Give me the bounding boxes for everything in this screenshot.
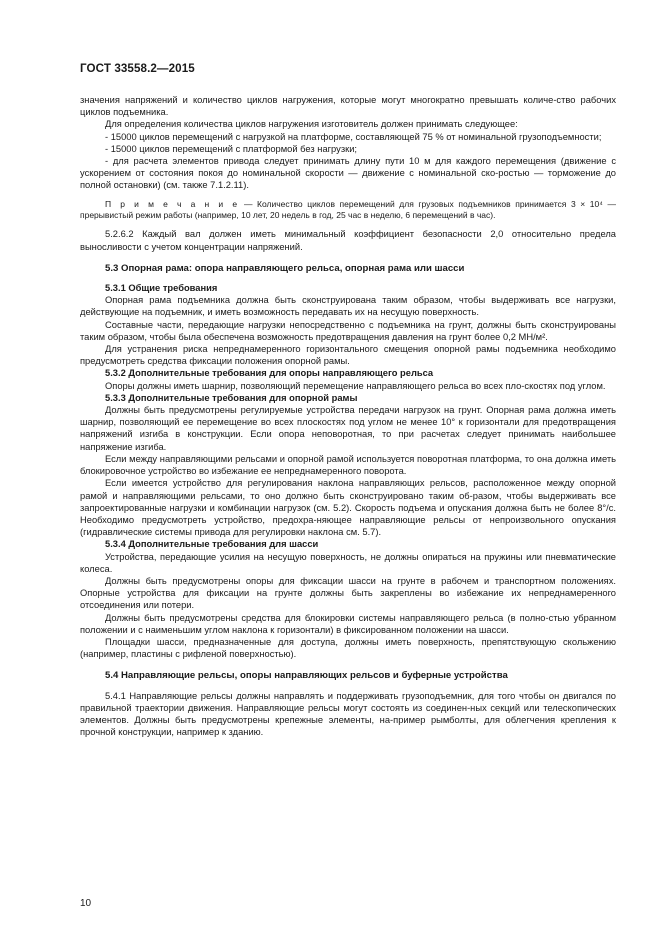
paragraph: Если между направляющими рельсами и опорной рамой используется поворотная платформа, то она должна иметь блокировочное устройство во избежание ее непреднамеренного поворота. bbox=[80, 453, 616, 477]
paragraph: значения напряжений и количество циклов нагружения, которые могут многократно превышать количе-ство рабочих циклов подъемника. bbox=[80, 95, 616, 118]
subsection-heading: 5.3.4 Дополнительные требования для шасси bbox=[105, 539, 319, 550]
list-item: - 15000 циклов перемещений с платформой без нагрузки; bbox=[105, 143, 358, 154]
section-heading: 5.3 Опорная рама: опора направляющего рельса, опорная рама или шасси bbox=[105, 262, 465, 274]
list-item: - для расчета элементов привода следует принимать длину пути 10 м для каждого перемещения (движение с ускорением от состояния покоя до номинальной скорости — движение с номинальной ско-ростью — торможение до полной остановки) (см. также 7.1.2.11). bbox=[80, 156, 616, 191]
note bbox=[80, 199, 616, 222]
note-text: — Количество циклов перемещений для грузовых подъемников принимается 3 × 10⁴ — прерывистый режим работы (например, 10 лет, 20 недель в год, 25 час в неделю, 6 перемещений в час). bbox=[80, 198, 616, 221]
list-item: - 15000 циклов перемещений с нагрузкой на платформе, составляющей 75 % от номинальной грузоподъемности; bbox=[105, 131, 602, 142]
paragraph: Должны быть предусмотрены средства для блокировки системы направляющего рельса (в полно-стью убранном положении и с наименьшим углом наклона к горизонтали) в фиксированном положении на шасси. bbox=[80, 612, 616, 635]
paragraph: Площадки шасси, предназначенные для доступа, должны иметь поверхность, препятствующую скольжению (например, пластины с рифленой поверхностью). bbox=[80, 636, 616, 660]
paragraph: Устройства, передающие усилия на несущую поверхность, не должны опираться на пружины или пневматические колеса. bbox=[80, 551, 616, 574]
document-body bbox=[80, 94, 616, 738]
paragraph: Должны быть предусмотрены опоры для фиксации шасси на грунте в рабочем и транспортном положениях. Опорные устройства для фиксации на грунте должны быть закреплены во избежание их непреднамеренного отсоединения или потери. bbox=[80, 575, 616, 611]
paragraph: 5.2.6.2 Каждый вал должен иметь минимальный коэффициент безопасности 2,0 относительно предела выносливости с учетом концентрации напряжений. bbox=[80, 229, 616, 252]
paragraph: Для устранения риска непреднамеренного горизонтального смещения опорной рамы подъемника необходимо предусмотреть средства фиксации положения опорной рамы. bbox=[80, 344, 616, 367]
page-number: 10 bbox=[80, 898, 92, 909]
note-label: П р и м е ч а н и е bbox=[105, 198, 240, 209]
section-heading: 5.4 Направляющие рельсы, опоры направляющих рельсов и буферные устройства bbox=[105, 670, 508, 682]
paragraph: Если имеется устройство для регулирования наклона направляющих рельсов, расположенное между опорной рамой и направляющими рельсами, то оно должно быть сконструировано таким об-разом, чтобы выдерживать все запроектированные нагрузки и комбинации нагрузок (см. 5.2). Скорость подъема и опускания должна быть не более 8°/с. Необходимо предусмотреть устройство, предохра-няющее направляющие рельсы от непроизвольного опускания (гидравлические системы привода для регулировки наклона см. 5.7). bbox=[80, 478, 616, 538]
paragraph: Должны быть предусмотрены регулируемые устройства передачи нагрузок на грунт. Опорная рама должна иметь шарнир, позволяющий ее перемещение во всех плоскостях под углом не менее 10° к горизонтали для предотвращения напряжений изгиба в конструкции. Если опора неповоротная, то при расчетах следует принимать наибольшее напряжение изгиба. bbox=[80, 405, 616, 452]
paragraph: Для определения количества циклов нагружения изготовитель должен принимать следующее: bbox=[105, 119, 518, 130]
document-header: ГОСТ 33558.2—2015 bbox=[80, 62, 195, 75]
paragraph: 5.4.1 Направляющие рельсы должны направлять и поддерживать грузоподъемник, для того чтобы он двигался по правильной траектории движения. Направляющие рельсы могут состоять из соединен-ных секций или телескопических элементов. Должны быть предусмотрены крепежные элементы, на-пример рымболты, для облегчения крепления к прочной конструкции, например к зданию. bbox=[80, 690, 616, 738]
subsection-heading: 5.3.1 Общие требования bbox=[105, 283, 218, 294]
paragraph: Составные части, передающие нагрузки непосредственно с подъемника на грунт, должны быть сконструированы таким образом, чтобы была обеспечена возможность предотвращения давления на грунт более 0,2 МН/м². bbox=[80, 319, 616, 342]
paragraph: Опоры должны иметь шарнир, позволяющий перемещение направляющего рельса во всех пло-скостях под углом. bbox=[105, 380, 606, 391]
subsection-heading: 5.3.2 Дополнительные требования для опоры направляющего рельса bbox=[105, 368, 434, 379]
subsection-heading: 5.3.3 Дополнительные требования для опорной рамы bbox=[105, 392, 358, 403]
paragraph: Опорная рама подъемника должна быть сконструирована таким образом, чтобы выдерживать все нагрузки, действующие на подъемник, и иметь возможность передавать их на несущую поверхность. bbox=[80, 295, 616, 318]
